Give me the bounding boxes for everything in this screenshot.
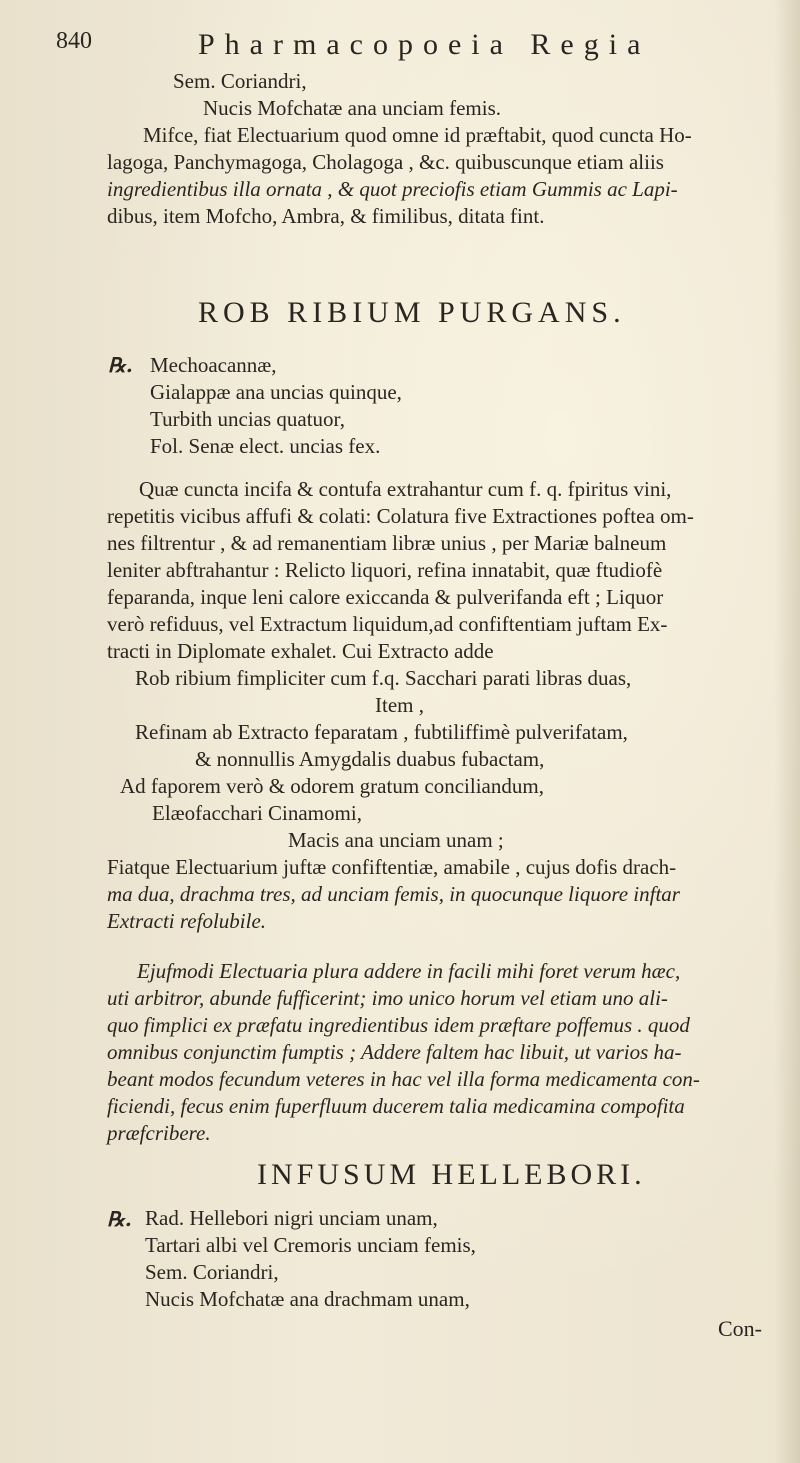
text-line: Macis ana unciam unam ; [288,828,504,852]
ingredient: Mechoacannæ, [150,353,277,377]
text-line: Ad faporem verò & odorem gratum conciliandum, [120,774,544,798]
text-line: leniter abftrahantur : Relicto liquori, refina innatabit, quæ ftudiofè [107,558,663,582]
text-line: uti arbitror, abunde fufficerint; imo unico horum vel etiam uno ali- [107,986,668,1010]
text-line: lagoga, Panchymagoga, Cholagoga , &c. quibuscunque etiam aliis [107,150,664,174]
text-line: nes filtrentur , & ad remanentiam libræ unius , per Mariæ balneum [107,531,667,555]
recipe-symbol: ℞. [107,1207,132,1231]
ingredient: Fol. Senæ elect. uncias fex. [150,434,381,458]
text-line: quo fimplici ex præfatu ingredientibus idem præftare poffemus . quod [107,1013,690,1037]
ingredient: Nucis Mofchatæ ana drachmam unam, [145,1287,470,1311]
text-line: præfcribere. [107,1121,211,1145]
text-line: & nonnullis Amygdalis duabus fubactam, [195,747,545,771]
text-line: Elæofacchari Cinamomi, [152,801,362,825]
text-line: tracti in Diplomate exhalet. Cui Extracto adde [107,639,494,663]
ingredient: Tartari albi vel Cremoris unciam femis, [145,1233,476,1257]
text-line: ingredientibus illa ornata , & quot preciofis etiam Gummis ac Lapi- [107,177,678,201]
text-line: Ejufmodi Electuaria plura addere in facili mihi foret verum hæc, [137,959,681,983]
page-number: 840 [56,28,92,54]
section-title-rob: ROB RIBIUM PURGANS. [198,296,626,329]
recipe-symbol: ℞. [108,353,133,377]
text-line: Extracti refolubile. [107,909,267,933]
text-line: Item , [375,693,424,717]
ingredient: Gialappæ ana uncias quinque, [150,380,402,404]
ingredient: Rad. Hellebori nigri unciam unam, [145,1206,438,1230]
text-line: ma dua, drachma tres, ad unciam femis, in quocunque liquore inftar [107,882,680,906]
text-line: feparanda, inque leni calore exiccanda & pulverifanda eft ; Liquor [107,585,664,609]
catchword: Con- [718,1316,762,1341]
running-head: Pharmacopoeia Regia [198,28,651,61]
text-line: Rob ribium fimpliciter cum f.q. Sacchari parati libras duas, [135,666,632,690]
text-line: Mifce, fiat Electuarium quod omne id præftabit, quod cuncta Ho- [143,123,692,147]
ingredient: Turbith uncias quatuor, [150,407,345,431]
text-line: Sem. Coriandri, [173,69,307,93]
text-line: beant modos fecundum veteres in hac vel illa forma medicamenta con- [107,1067,700,1091]
text-line: Nucis Mofchatæ ana unciam femis. [203,96,501,120]
page-edge-shadow [774,0,800,1463]
text-line: omnibus conjunctim fumptis ; Addere faltem hac libuit, ut varios ha- [107,1040,682,1064]
text-line: repetitis vicibus affufi & colati: Colatura five Extractiones poftea om- [107,504,694,528]
text-line: Refinam ab Extracto feparatam , fubtiliffimè pulverifatam, [135,720,628,744]
text-line: ficiendi, fecus enim fuperfluum ducerem talia medicamina compofita [107,1094,685,1118]
ingredient: Sem. Coriandri, [145,1260,279,1284]
text-line: Fiatque Electuarium juftæ confiftentiæ, amabile , cujus dofis drach- [107,855,677,879]
section-title-infusum: INFUSUM HELLEBORI. [257,1158,646,1191]
text-line: dibus, item Mofcho, Ambra, & fimilibus, ditata fint. [107,204,545,228]
text-line: Quæ cuncta incifa & contufa extrahantur cum f. q. fpiritus vini, [139,477,672,501]
text-line: verò refiduus, vel Extractum liquidum,ad confiftentiam juftam Ex- [107,612,668,636]
